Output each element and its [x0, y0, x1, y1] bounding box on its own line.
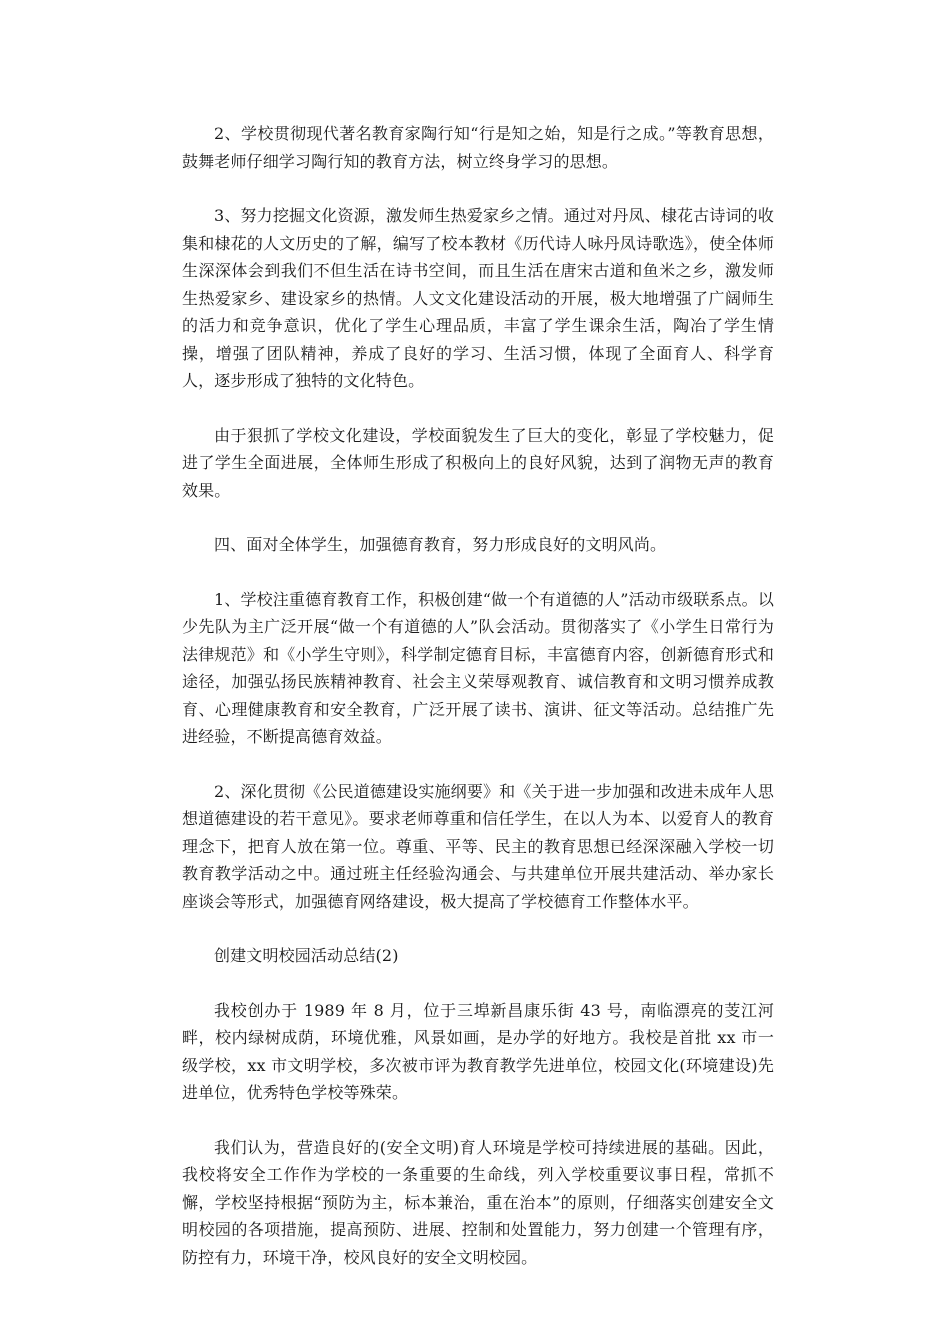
- paragraph-1: 2、学校贯彻现代著名教育家陶行知“行是知之始，知是行之成。”等教育思想，鼓舞老师仔细学习陶行知的教育方法，树立终身学习的思想。: [182, 124, 774, 171]
- section-title-2: 创建文明校园活动总结(2): [214, 946, 399, 965]
- paragraph-9: 我们认为，营造良好的(安全文明)育人环境是学校可持续进展的基础。因此，我校将安全工作作为学校的一条重要的生命线，列入学校重要议事日程，常抓不懈，学校坚持根据“预防为主，标本兼治，重在治本”的原则，仔细落实创建安全文明校园的各项措施，提高预防、进展、控制和处置能力，努力创建一个管理有序，防控有力，环境干净，校风良好的安全文明校园。: [182, 1137, 774, 1267]
- paragraph-6: 2、深化贯彻《公民道德建设实施纲要》和《关于进一步加强和改进未成年人思想道德建设的若干意见》。要求老师尊重和信任学生，在以人为本、以爱育人的教育理念下，把育人放在第一位。尊重、平等、民主的教育思想已经深深融入学校一切教育教学活动之中。通过班主任经验沟通会、与共建单位开展共建活动、举办家长座谈会等形式，加强德育网络建设，极大提高了学校德育工作整体水平。: [182, 781, 774, 911]
- paragraph-2: 3、努力挖掘文化资源，激发师生热爱家乡之情。通过对丹凤、棣花古诗词的收集和棣花的人文历史的了解，编写了校本教材《历代诗人咏丹凤诗歌选》，使全体师生深深体会到我们不但生活在诗书空间，而且生活在唐宋古道和鱼米之乡，激发师生热爱家乡、建设家乡的热情。人文文化建设活动的开展，极大地增强了广阔师生的活力和竞争意识，优化了学生心理品质，丰富了学生课余生活，陶冶了学生情操，增强了团队精神，养成了良好的学习、生活习惯，体现了全面育人、科学育人，逐步形成了独特的文化特色。: [182, 206, 774, 390]
- paragraph-8: 我校创办于 1989 年 8 月，位于三埠新昌康乐街 43 号，南临漂亮的芰江河畔，校内绿树成荫，环境优雅，风景如画，是办学的好地方。我校是首批 xx 市一级学校，xx 市文明学校，多次被市评为教育教学先进单位，校园文化(环境建设)先进单位，优秀特色学校等殊荣。: [182, 1000, 774, 1102]
- document-body: [182, 120, 774, 1298]
- paragraph-5: 1、学校注重德育教育工作，积极创建“做一个有道德的人”活动市级联系点。以少先队为主广泛开展“做一个有道德的人”队会活动。贯彻落实了《小学生日常行为法律规范》和《小学生守则》，科学制定德育目标，丰富德育内容，创新德育形式和途径，加强弘扬民族精神教育、社会主义荣辱观教育、诚信教育和文明习惯养成教育、心理健康教育和安全教育，广泛开展了读书、演讲、征文等活动。总结推广先进经验，不断提高德育效益。: [182, 589, 774, 746]
- section-heading-4: 四、面对全体学生，加强德育教育，努力形成良好的文明风尚。: [214, 535, 667, 554]
- paragraph-3: 由于狠抓了学校文化建设，学校面貌发生了巨大的变化，彰显了学校魅力，促进了学生全面进展，全体师生形成了积极向上的良好风貌，达到了润物无声的教育效果。: [182, 425, 774, 500]
